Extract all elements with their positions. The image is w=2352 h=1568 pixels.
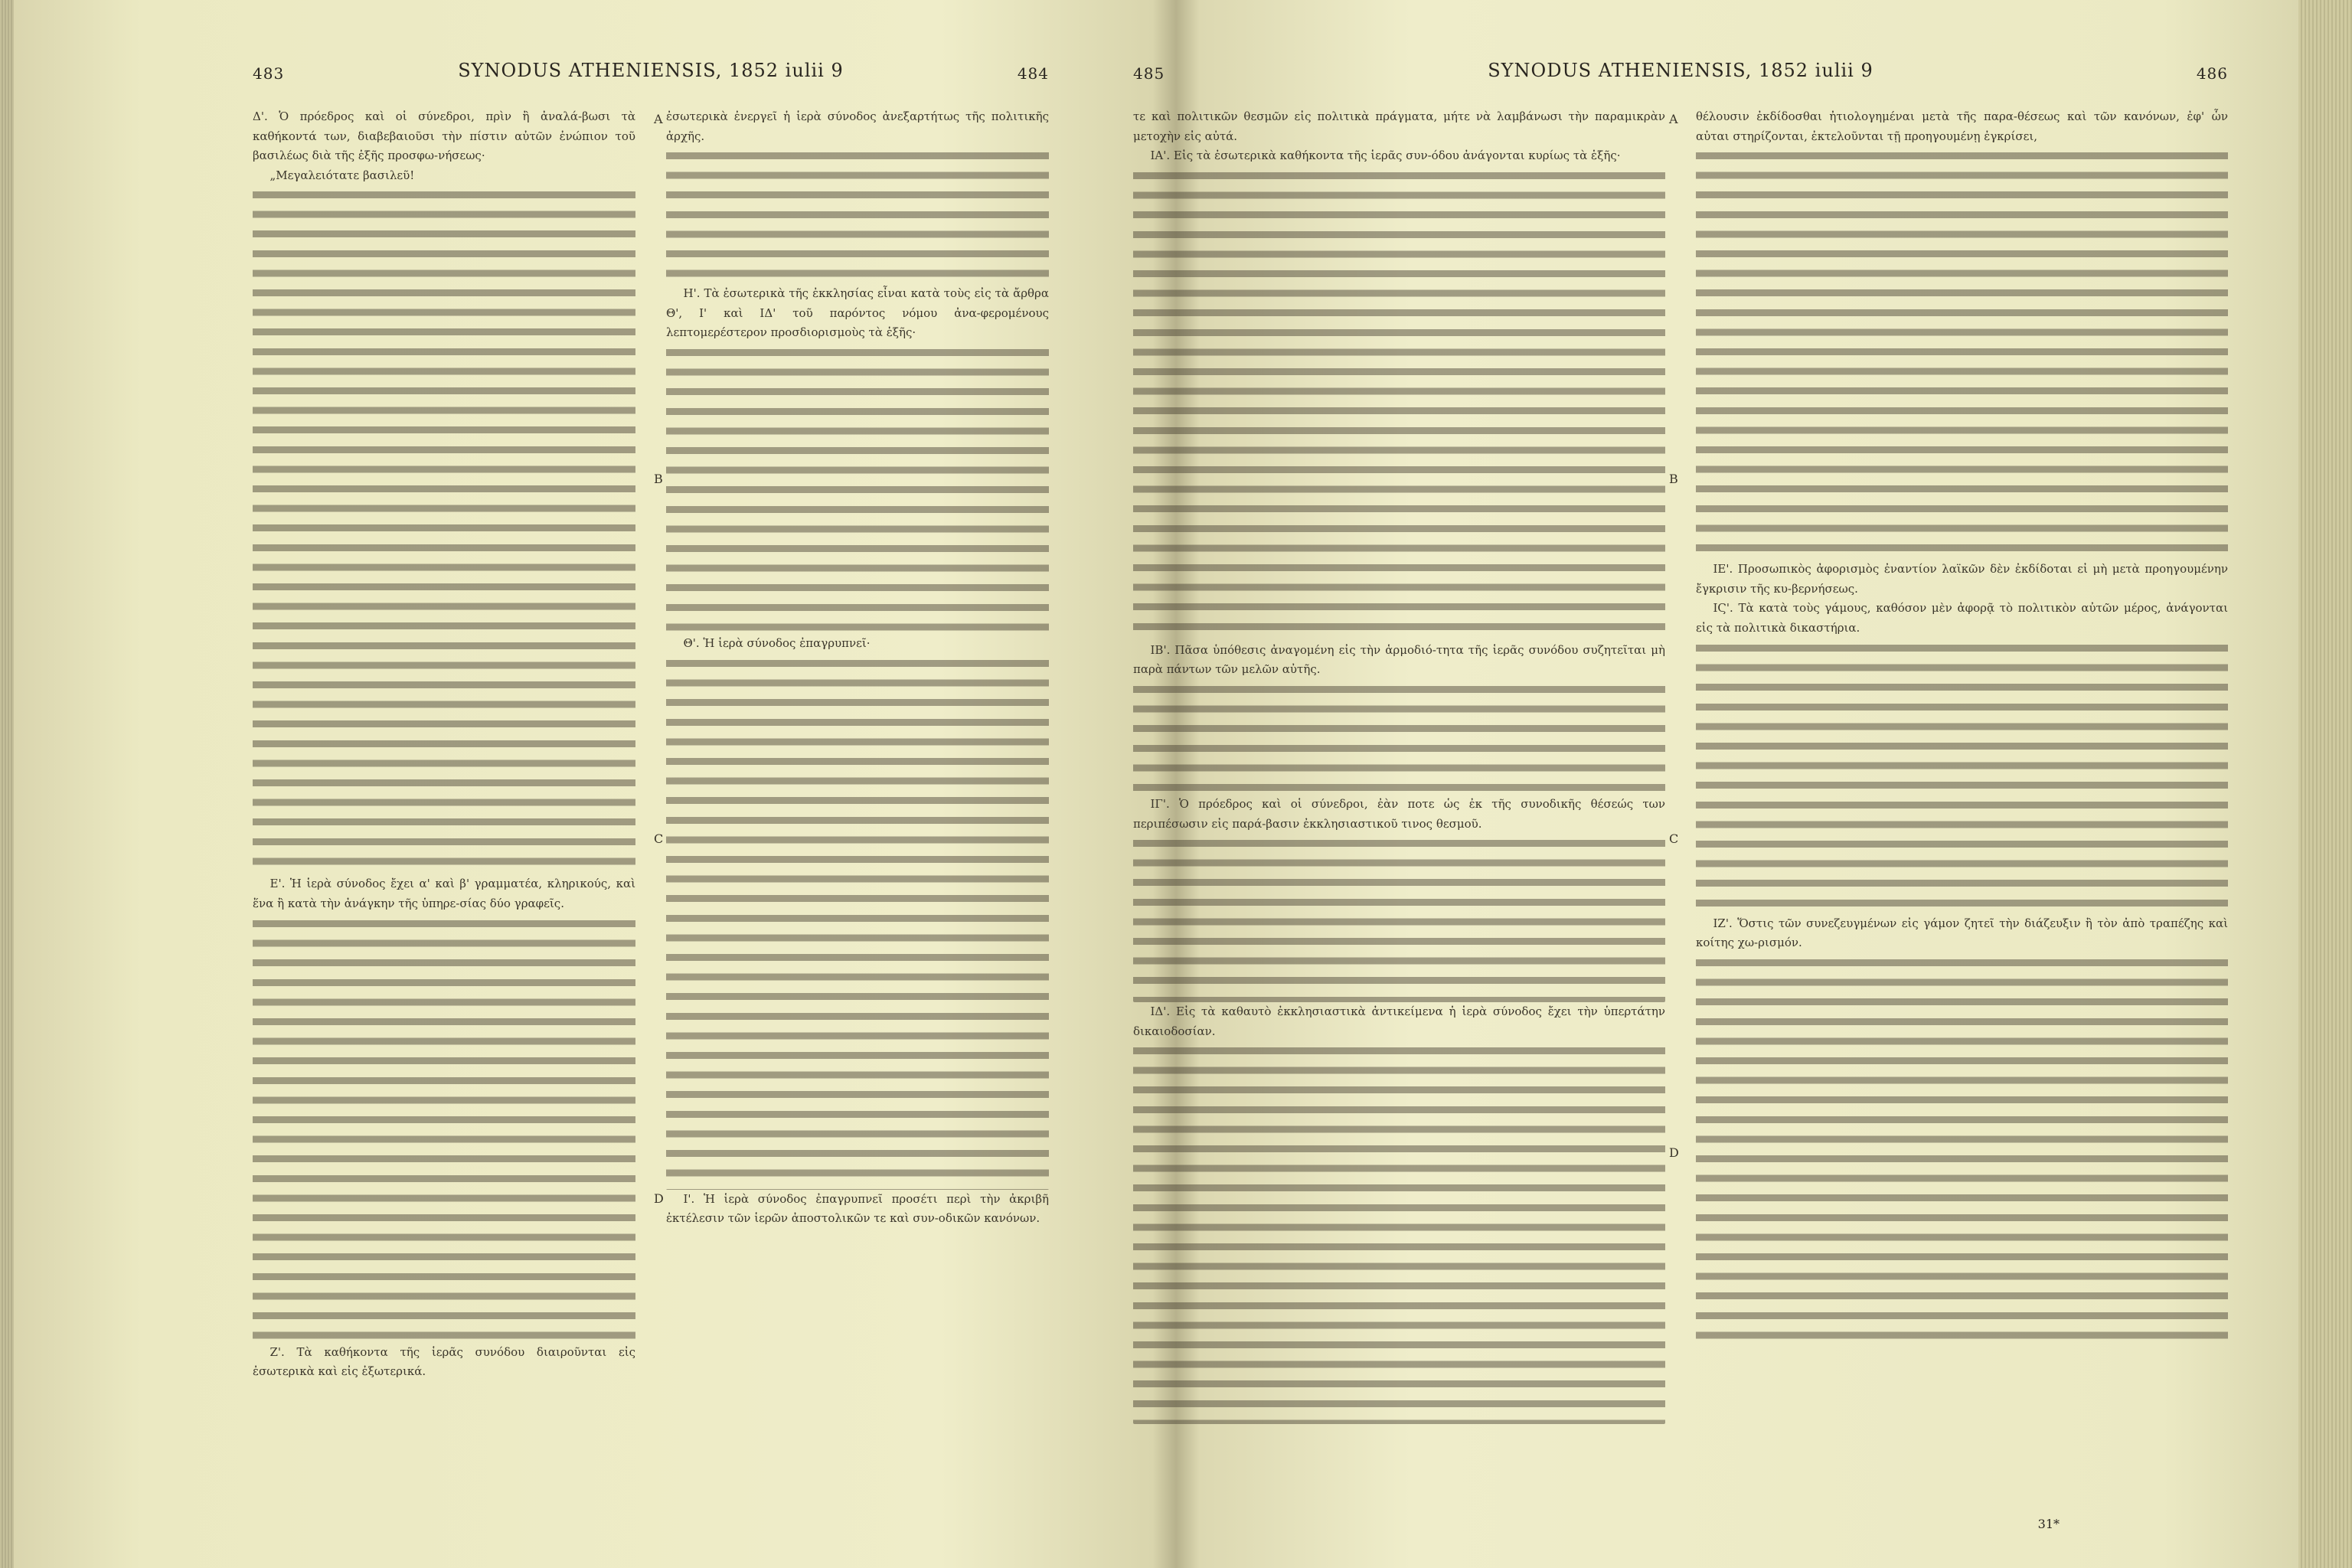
left-col-2 <box>666 107 1049 1501</box>
text-block <box>253 914 635 1343</box>
margin-letter-a: A <box>1669 112 1678 126</box>
page-edge-left <box>0 0 14 1568</box>
paragraph-theta: Θ'. Ἡ ἱερὰ σύνοδος ἐπαγρυπνεῖ· <box>683 635 871 650</box>
page-number-483: 483 <box>253 64 285 83</box>
text-block <box>1696 639 2228 914</box>
right-col-2 <box>1696 107 2228 1501</box>
left-running-head <box>253 46 1049 92</box>
paragraph-epsilon: Ε'. Ἡ ἱερὰ σύνοδος ἔχει α' καὶ β' γραμματέα, κληρικούς, καὶ ἕνα ἢ κατὰ τὴν ἀνάγκην τῆς ὑπηρε-σίας δύο γραφεῖς. <box>253 877 635 910</box>
text-block <box>666 343 1049 634</box>
paragraph-continued: ἐσωτερικὰ ἐνεργεῖ ἡ ἱερὰ σύνοδος ἀνεξαρτήτως τῆς πολιτικῆς ἀρχῆς. <box>666 109 1049 143</box>
paragraph-continued: τε καὶ πολιτικῶν θεσμῶν εἰς πολιτικὰ πράγματα, μήτε νὰ λαμβάνωσι τὴν παραμικρὰν μετοχὴν εἰς αὐτά. <box>1133 109 1665 143</box>
running-title: SYNODUS ATHENIENSIS, 1852 iulii 9 <box>1488 60 1873 81</box>
page-edge-right <box>2298 0 2352 1568</box>
text-block <box>1133 166 1665 641</box>
text-block <box>253 185 635 874</box>
page-number-484: 484 <box>1017 64 1049 83</box>
margin-letter-a: A <box>654 112 663 126</box>
page-number-486: 486 <box>2196 64 2228 83</box>
page-number-485: 485 <box>1133 64 1165 83</box>
right-running-head <box>1133 46 2228 92</box>
text-block <box>1133 1041 1665 1424</box>
paragraph-zeta: Ζ'. Τὰ καθήκοντα τῆς ἱερᾶς συνόδου διαιροῦνται εἰς ἐσωτερικὰ καὶ εἰς ἐξωτερικά. <box>253 1344 635 1379</box>
quote-majesty: „Μεγαλειότατε βασιλεῦ! <box>270 168 415 182</box>
running-title: SYNODUS ATHENIENSIS, 1852 iulii 9 <box>458 60 844 81</box>
paragraph-id: ΙΔ'. Εἰς τὰ καθαυτὸ ἐκκλησιαστικὰ ἀντικείμενα ἡ ἱερὰ σύνοδος ἔχει τὴν ὑπερτάτην δικαιοδοσίαν. <box>1133 1004 1665 1038</box>
text-block <box>1133 834 1665 1002</box>
paragraph-iota: Ι'. Ἡ ἱερὰ σύνοδος ἐπαγρυπνεῖ προσέτι περὶ τὴν ἀκριβῆ ἐκτέλεσιν τῶν ἱερῶν ἀποστολικῶν τε καὶ συν-οδικῶν κανόνων. <box>666 1191 1049 1226</box>
text-block <box>1696 146 2228 560</box>
paragraph-eta: Η'. Τὰ ἐσωτερικὰ τῆς ἐκκλησίας εἶναι κατὰ τοὺς εἰς τὰ ἄρθρα Θ', Ι' καὶ ΙΔ' τοῦ παρόντος νόμου ἀνα-φερομένους λεπτομερέστερον προσδιορισμοὺς τὰ ἑξῆς· <box>666 286 1049 340</box>
paragraph-ia: ΙΑ'. Εἰς τὰ ἐσωτερικὰ καθήκοντα τῆς ἱερᾶς συν-όδου ἀνάγονται κυρίως τὰ ἑξῆς· <box>1150 149 1621 163</box>
paragraph-ie: ΙΕ'. Προσωπικὸς ἀφορισμὸς ἐναντίον λαϊκῶν δὲν ἐκδίδοται εἰ μὴ μετὰ προηγουμένην ἔγκρισιν τῆς κυ-βερνήσεως. <box>1696 562 2228 596</box>
text-block <box>1696 953 2228 1351</box>
text-block <box>666 146 1049 284</box>
right-page <box>1133 46 2228 1547</box>
margin-letter-b: B <box>1669 472 1678 486</box>
paragraph-delta: Δ'. Ὁ πρόεδρος καὶ οἱ σύνεδροι, πρὶν ἢ ἀναλά-βωσι τὰ καθήκοντά των, διαβεβαιοῦσι τὴν πίστιν αὐτῶν ἐνώπιον τοῦ βασιλέως διὰ τῆς ἑξῆς προσφω-νήσεως· <box>253 109 635 163</box>
margin-letter-d: D <box>654 1191 664 1206</box>
margin-letter-c: C <box>1669 831 1679 846</box>
text-block <box>1133 680 1665 795</box>
left-page <box>253 46 1049 1547</box>
text-block <box>666 654 1049 1190</box>
paragraph-ig: ΙΓ'. Ὁ πρόεδρος καὶ οἱ σύνεδροι, ἐὰν ποτε ὡς ἐκ τῆς συνοδικῆς θέσεώς των περιπέσωσιν εἰς παρά-βασιν ἐκκλησιαστικοῦ τινος θεσμοῦ. <box>1133 796 1665 831</box>
margin-letter-d: D <box>1669 1145 1679 1160</box>
left-col-1 <box>253 107 635 1501</box>
paragraph-continued: θέλουσιν ἐκδίδοσθαι ἠτιολογημέναι μετὰ τῆς παρα-θέσεως καὶ τῶν κανόνων, ἐφ' ὧν αὐται στηρίζονται, ἐκτελοῦνται τῇ προηγουμένῃ ἐγκρίσει, <box>1696 109 2228 143</box>
paragraph-ib: ΙΒ'. Πᾶσα ὑπόθεσις ἀναγομένη εἰς τὴν ἁρμοδιό-τητα τῆς ἱερᾶς συνόδου συζητεῖται μὴ παρὰ πάντων τῶν μελῶν αὐτῆς. <box>1133 642 1665 677</box>
right-columns <box>1133 107 2228 1501</box>
margin-letter-c: C <box>654 831 664 846</box>
paragraph-iz: ΙΖ'. Ὅστις τῶν συνεζευγμένων εἰς γάμον ζητεῖ τὴν διάζευξιν ἢ τὸν ἀπὸ τραπέζης καὶ κοίτης χω-ρισμόν. <box>1696 916 2228 950</box>
right-col-1 <box>1133 107 1665 1501</box>
margin-letter-b: B <box>654 472 663 486</box>
signature-mark: 31* <box>2037 1517 2060 1531</box>
paragraph-is: ΙϚ'. Τὰ κατὰ τοὺς γάμους, καθόσον μὲν ἀφορᾷ τὸ πολιτικὸν αὐτῶν μέρος, ἀνάγονται εἰς τὰ πολιτικὰ δικαστήρια. <box>1696 601 2228 635</box>
left-columns <box>253 107 1049 1501</box>
